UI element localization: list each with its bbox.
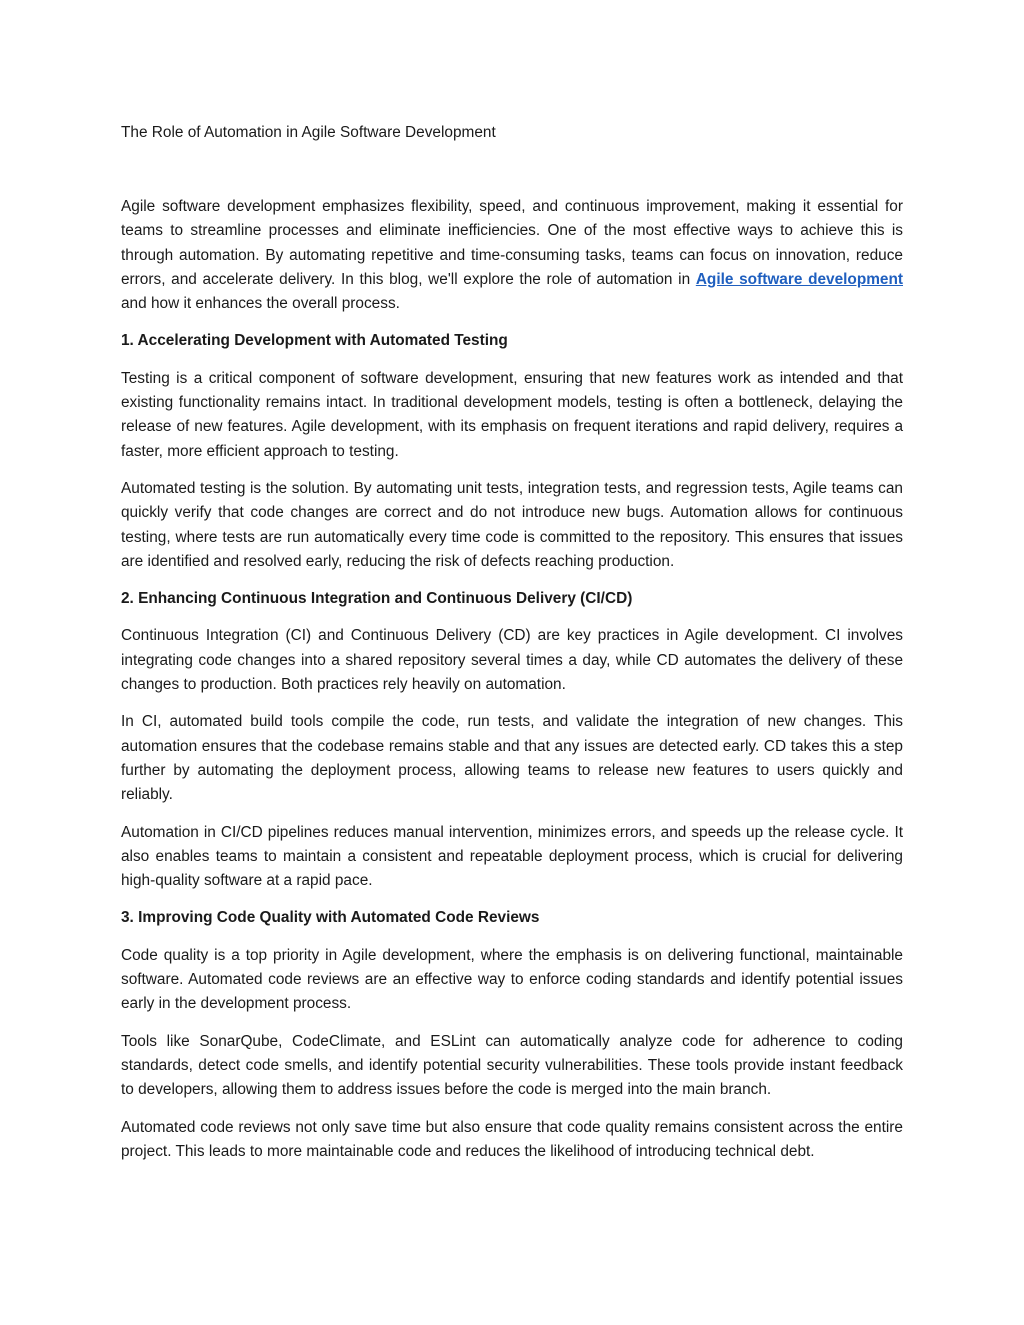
section-3-paragraph-2: Tools like SonarQube, CodeClimate, and ESLint can automatically analyze code for adherence to coding standards, detect code smells, and identify potential security vulnerabilities. These tools provide instant feedback to developers, allowing them to address issues before the code is merged into the main branch.: [121, 1032, 903, 1099]
section-2-paragraph-1: Continuous Integration (CI) and Continuous Delivery (CD) are key practices in Agile development. CI involves integrating code changes into a shared repository several times a day, while CD automates the delivery of these changes to production. Both practices rely heavily on automation.: [121, 627, 903, 694]
section-heading-code-reviews: 3. Improving Code Quality with Automated Code Reviews: [121, 909, 540, 927]
intro-text-after-link: and how it enhances the overall process.: [121, 295, 400, 313]
section-heading-ci-cd: 2. Enhancing Continuous Integration and Continuous Delivery (CI/CD): [121, 590, 633, 608]
section-heading-automated-testing: 1. Accelerating Development with Automated Testing: [121, 332, 508, 350]
intro-paragraph: [121, 195, 903, 316]
document-body: [121, 121, 903, 1177]
section-3-paragraph-3: Automated code reviews not only save time but also ensure that code quality remains consistent across the entire project. This leads to more maintainable code and reduces the likelihood of introducing technical debt.: [121, 1118, 903, 1160]
section-1-paragraph-1: Testing is a critical component of software development, ensuring that new features work as intended and that existing functionality remains intact. In traditional development models, testing is often a bottleneck, delaying the release of new features. Agile development, with its emphasis on frequent iterations and rapid delivery, requires a faster, more efficient approach to testing.: [121, 369, 903, 460]
agile-software-development-link[interactable]: Agile software development: [695, 270, 903, 288]
section-1-paragraph-2: Automated testing is the solution. By automating unit tests, integration tests, and regression tests, Agile teams can quickly verify that code changes are correct and do not introduce new bugs. Automation allows for continuous testing, where tests are run automatically every time code is committed to the repository. This ensures that issues are identified and resolved early, reducing the risk of defects reaching production.: [121, 479, 903, 570]
document-title: The Role of Automation in Agile Software Development: [121, 124, 496, 141]
section-2-paragraph-2: In CI, automated build tools compile the code, run tests, and validate the integration of new changes. This automation ensures that the codebase remains stable and that any issues are detected early. CD takes this a step further by automating the deployment process, allowing teams to release new features to users quickly and reliably.: [121, 713, 903, 804]
section-2-paragraph-3: Automation in CI/CD pipelines reduces manual intervention, minimizes errors, and speeds up the release cycle. It also enables teams to maintain a consistent and repeatable deployment process, which is crucial for delivering high-quality software at a rapid pace.: [121, 823, 903, 890]
section-3-paragraph-1: Code quality is a top priority in Agile development, where the emphasis is on delivering functional, maintainable software. Automated code reviews are an effective way to enforce coding standards and identify potential issues early in the development process.: [121, 946, 903, 1013]
intro-text-before-link: Agile software development emphasizes flexibility, speed, and continuous improvement, making it essential for teams to streamline processes and eliminate inefficiencies. One of the most effective ways to achieve this is through automation. By automating repetitive and time-consuming tasks, teams can focus on innovation, reduce errors, and accelerate delivery. In this blog, we'll explore the role of automation in: [121, 198, 903, 288]
